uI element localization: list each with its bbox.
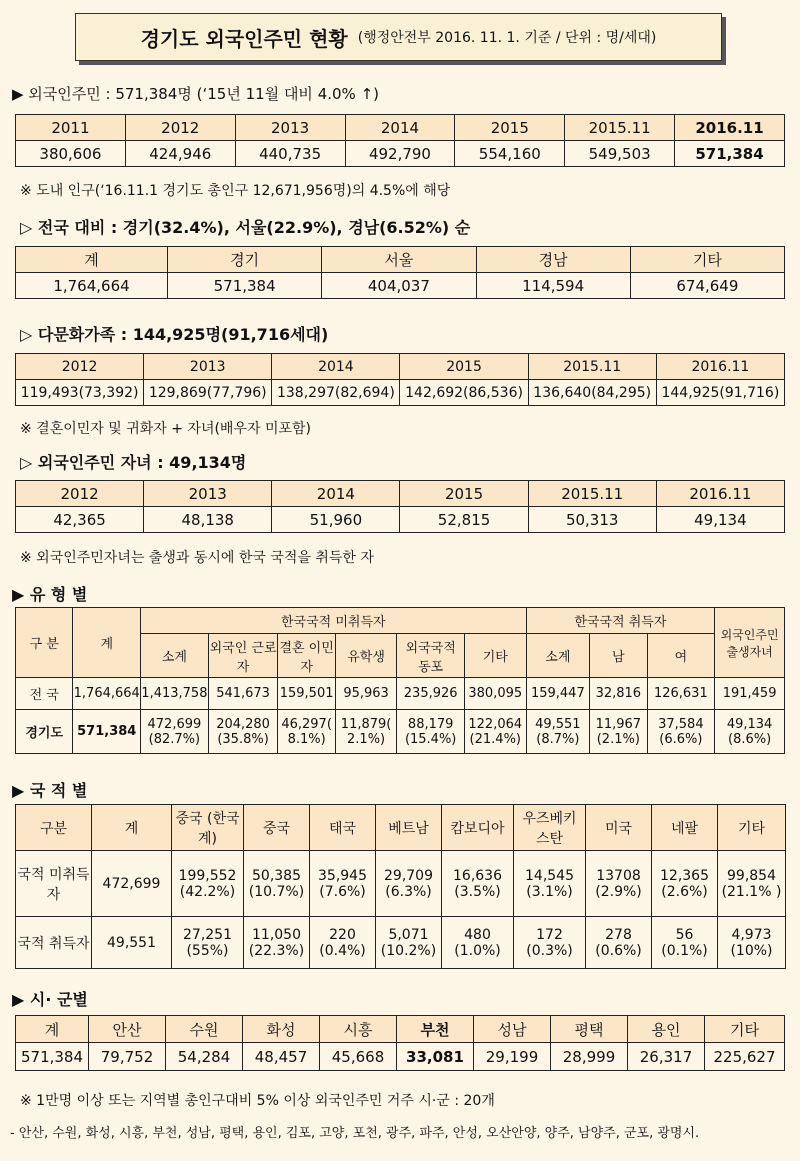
header-cell: 평택 — [551, 1016, 628, 1043]
header-cell: 서울 — [322, 247, 476, 273]
header-cell: 경남 — [476, 247, 630, 273]
cell: 27,251 (55%) — [172, 917, 244, 969]
value-cell: 225,627 — [705, 1043, 785, 1071]
header-cell: 시흥 — [320, 1016, 397, 1043]
cell: 50,385 (10.7%) — [244, 851, 310, 917]
sub-header: 여 — [647, 634, 715, 678]
value-cell: 45,668 — [320, 1043, 397, 1071]
sub-header: 유학생 — [335, 634, 397, 678]
cell: 12,365 (2.6%) — [652, 851, 718, 917]
value-cell: 424,946 — [125, 141, 235, 167]
cell: 4,973 (10%) — [718, 917, 786, 969]
children-note: ※ 외국인주민자녀는 출생과 동시에 한국 국적을 취득한 자 — [20, 550, 374, 566]
header-cell: 베트남 — [376, 805, 442, 851]
year-cell: 2015.11 — [565, 115, 675, 141]
cell: 49,134 (8.6%) — [715, 710, 785, 754]
value-cell: 42,365 — [16, 507, 144, 533]
header-cell: 화성 — [243, 1016, 320, 1043]
year-cell: 2012 — [125, 115, 235, 141]
header-cell: 중국 (한국계) — [172, 805, 244, 851]
value-cell: 549,503 — [565, 141, 675, 167]
cell: 1,764,664 — [73, 678, 141, 710]
cell: 37,584 (6.6%) — [647, 710, 715, 754]
year-cell: 2013 — [144, 354, 272, 380]
cell: 380,095 — [465, 678, 527, 710]
header-cell: 기타 — [718, 805, 786, 851]
value-cell: 52,815 — [400, 507, 528, 533]
header-cell: 중국 — [244, 805, 310, 851]
cell: 571,384 — [73, 710, 141, 754]
year-cell: 2016.11 — [656, 481, 784, 507]
header-cell: 미국 — [586, 805, 652, 851]
type-table — [15, 607, 785, 754]
cell: 220 (0.4%) — [310, 917, 376, 969]
value-cell: 26,317 — [628, 1043, 705, 1071]
sub-header: 외국국적 동포 — [397, 634, 465, 678]
national-table — [15, 246, 785, 299]
value-cell: 571,384 — [168, 273, 322, 299]
cell: 46,297( 8.1%) — [278, 710, 335, 754]
year-cell: 2014 — [345, 115, 455, 141]
header-cell: 안산 — [89, 1016, 166, 1043]
cell: 14,545 (3.1%) — [514, 851, 586, 917]
year-cell: 2016.11 — [656, 354, 784, 380]
year-cell: 2011 — [16, 115, 126, 141]
nation-table — [15, 804, 786, 969]
year-cell: 2013 — [235, 115, 345, 141]
year-cell: 2015 — [455, 115, 565, 141]
year-cell: 2012 — [16, 481, 144, 507]
header-cell: 캄보디아 — [442, 805, 514, 851]
header-cell: 수원 — [166, 1016, 243, 1043]
header-cell: 우즈베키 스탄 — [514, 805, 586, 851]
cell: 191,459 — [715, 678, 785, 710]
header-cell: 계 — [16, 247, 168, 273]
cell: 99,854 (21.1% ) — [718, 851, 786, 917]
value-cell: 380,606 — [16, 141, 126, 167]
value-cell: 440,735 — [235, 141, 345, 167]
cell: 32,816 — [590, 678, 647, 710]
value-cell: 119,493(73,392) — [16, 380, 144, 406]
title-box — [75, 13, 722, 61]
value-cell: 33,081 — [397, 1043, 474, 1071]
cell: 204,280 (35.8%) — [208, 710, 278, 754]
cell: 88,179 (15.4%) — [397, 710, 465, 754]
row-label: 경기도 — [16, 710, 73, 754]
value-cell: 48,457 — [243, 1043, 320, 1071]
value-cell: 51,960 — [272, 507, 400, 533]
value-cell: 48,138 — [144, 507, 272, 533]
cell: 278 (0.6%) — [586, 917, 652, 969]
cell: 172 (0.3%) — [514, 917, 586, 969]
city-table — [15, 1015, 785, 1071]
annual-table — [15, 114, 785, 167]
value-cell: 79,752 — [89, 1043, 166, 1071]
header-cell: 태국 — [310, 805, 376, 851]
sub-header: 외국인 근로자 — [208, 634, 278, 678]
value-cell: 54,284 — [166, 1043, 243, 1071]
header-cell: 기타 — [705, 1016, 785, 1043]
value-cell: 49,134 — [656, 507, 784, 533]
sub-header: 결혼 이민자 — [278, 634, 335, 678]
col-gubun: 구 분 — [16, 608, 73, 678]
cell: 235,926 — [397, 678, 465, 710]
value-cell: 129,869(77,796) — [144, 380, 272, 406]
value-cell: 404,037 — [322, 273, 476, 299]
header-cell: 부천 — [397, 1016, 474, 1043]
cell: 95,963 — [335, 678, 397, 710]
sub-header: 소계 — [141, 634, 209, 678]
national-heading: ▷ 전국 대비 : 경기(32.4%), 서울(22.9%), 경남(6.52%) 순 — [20, 218, 471, 237]
cell: 472,699 — [92, 851, 172, 917]
cell: 49,551 — [92, 917, 172, 969]
page-title: 경기도 외국인주민 현황 — [140, 26, 348, 51]
year-cell: 2012 — [16, 354, 144, 380]
value-cell: 1,764,664 — [16, 273, 168, 299]
sub-header: 소계 — [526, 634, 590, 678]
header-cell: 용인 — [628, 1016, 705, 1043]
year-cell: 2015.11 — [528, 354, 656, 380]
year-cell: 2015 — [400, 481, 528, 507]
cell: 11,967 (2.1%) — [590, 710, 647, 754]
children-table — [15, 480, 785, 533]
cell: 199,552 (42.2%) — [172, 851, 244, 917]
cell: 56 (0.1%) — [652, 917, 718, 969]
sub-header: 기타 — [465, 634, 527, 678]
cell: 11,050 (22.3%) — [244, 917, 310, 969]
year-cell: 2016.11 — [675, 115, 785, 141]
row-label: 국적 미취득자 — [16, 851, 92, 917]
cell: 1,413,758 — [141, 678, 209, 710]
value-cell: 142,692(86,536) — [400, 380, 528, 406]
cell: 13708 (2.9%) — [586, 851, 652, 917]
cell: 11,879( 2.1%) — [335, 710, 397, 754]
year-cell: 2014 — [272, 354, 400, 380]
multicultural-table — [15, 353, 785, 406]
children-heading: ▷ 외국인주민 자녀 : 49,134명 — [20, 453, 247, 472]
cell: 541,673 — [208, 678, 278, 710]
cell: 49,551 (8.7%) — [526, 710, 590, 754]
year-cell: 2014 — [272, 481, 400, 507]
cell: 480 (1.0%) — [442, 917, 514, 969]
value-cell: 674,649 — [630, 273, 784, 299]
col-total: 계 — [73, 608, 141, 678]
cell: 159,447 — [526, 678, 590, 710]
page-subtitle: (행정안전부 2016. 11. 1. 기준 / 단위 : 명/세대) — [357, 30, 657, 46]
value-cell: 114,594 — [476, 273, 630, 299]
row-label: 전 국 — [16, 678, 73, 710]
year-cell: 2013 — [144, 481, 272, 507]
sub-header: 남 — [590, 634, 647, 678]
group-acquired: 한국국적 취득자 — [526, 608, 715, 634]
city-note: ※ 1만명 이상 또는 지역별 총인구대비 5% 이상 외국인주민 거주 시·군 : 20개 — [20, 1093, 495, 1109]
header-cell: 기타 — [630, 247, 784, 273]
cell: 159,501 — [278, 678, 335, 710]
row-label: 국적 취득자 — [16, 917, 92, 969]
group-non-acquired: 한국국적 미취득자 — [141, 608, 527, 634]
multicultural-note: ※ 결혼이민자 및 귀화자 + 자녀(배우자 미포함) — [20, 421, 311, 437]
value-cell: 144,925(91,716) — [656, 380, 784, 406]
value-cell: 492,790 — [345, 141, 455, 167]
city-list: - 안산, 수원, 화성, 시흥, 부천, 성남, 평택, 용인, 김포, 고양, 포천, 광주, 파주, 안성, 오산안양, 양주, 남양주, 군포, 광명시. — [10, 1126, 700, 1141]
ratio-note: ※ 도내 인구(‘16.11.1 경기도 총인구 12,671,956명)의 4.5%에 해당 — [20, 183, 451, 199]
cell: 5,071 (10.2%) — [376, 917, 442, 969]
cell: 122,064 (21.4%) — [465, 710, 527, 754]
year-cell: 2015.11 — [528, 481, 656, 507]
header-cell: 성남 — [474, 1016, 551, 1043]
cell: 472,699 (82.7%) — [141, 710, 209, 754]
header-cell: 경기 — [168, 247, 322, 273]
multicultural-heading: ▷ 다문화가족 : 144,925명(91,716세대) — [20, 325, 329, 344]
year-cell: 2015 — [400, 354, 528, 380]
type-heading: ▶ 유 형 별 — [12, 585, 88, 604]
value-cell: 138,297(82,694) — [272, 380, 400, 406]
cell: 35,945 (7.6%) — [310, 851, 376, 917]
cell: 29,709 (6.3%) — [376, 851, 442, 917]
city-heading: ▶ 시· 군별 — [12, 990, 88, 1009]
header-cell: 구분 — [16, 805, 92, 851]
header-cell: 계 — [92, 805, 172, 851]
col-children: 외국인주민 출생자녀 — [715, 608, 785, 678]
nation-heading: ▶ 국 적 별 — [12, 781, 88, 800]
value-cell: 29,199 — [474, 1043, 551, 1071]
value-cell: 554,160 — [455, 141, 565, 167]
header-cell: 계 — [16, 1016, 89, 1043]
value-cell: 50,313 — [528, 507, 656, 533]
cell: 126,631 — [647, 678, 715, 710]
value-cell: 571,384 — [675, 141, 785, 167]
summary-line: ▶ 외국인주민 : 571,384명 (‘15년 11월 대비 4.0% ↑) — [12, 85, 379, 103]
value-cell: 571,384 — [16, 1043, 89, 1071]
value-cell: 136,640(84,295) — [528, 380, 656, 406]
value-cell: 28,999 — [551, 1043, 628, 1071]
cell: 16,636 (3.5%) — [442, 851, 514, 917]
header-cell: 네팔 — [652, 805, 718, 851]
